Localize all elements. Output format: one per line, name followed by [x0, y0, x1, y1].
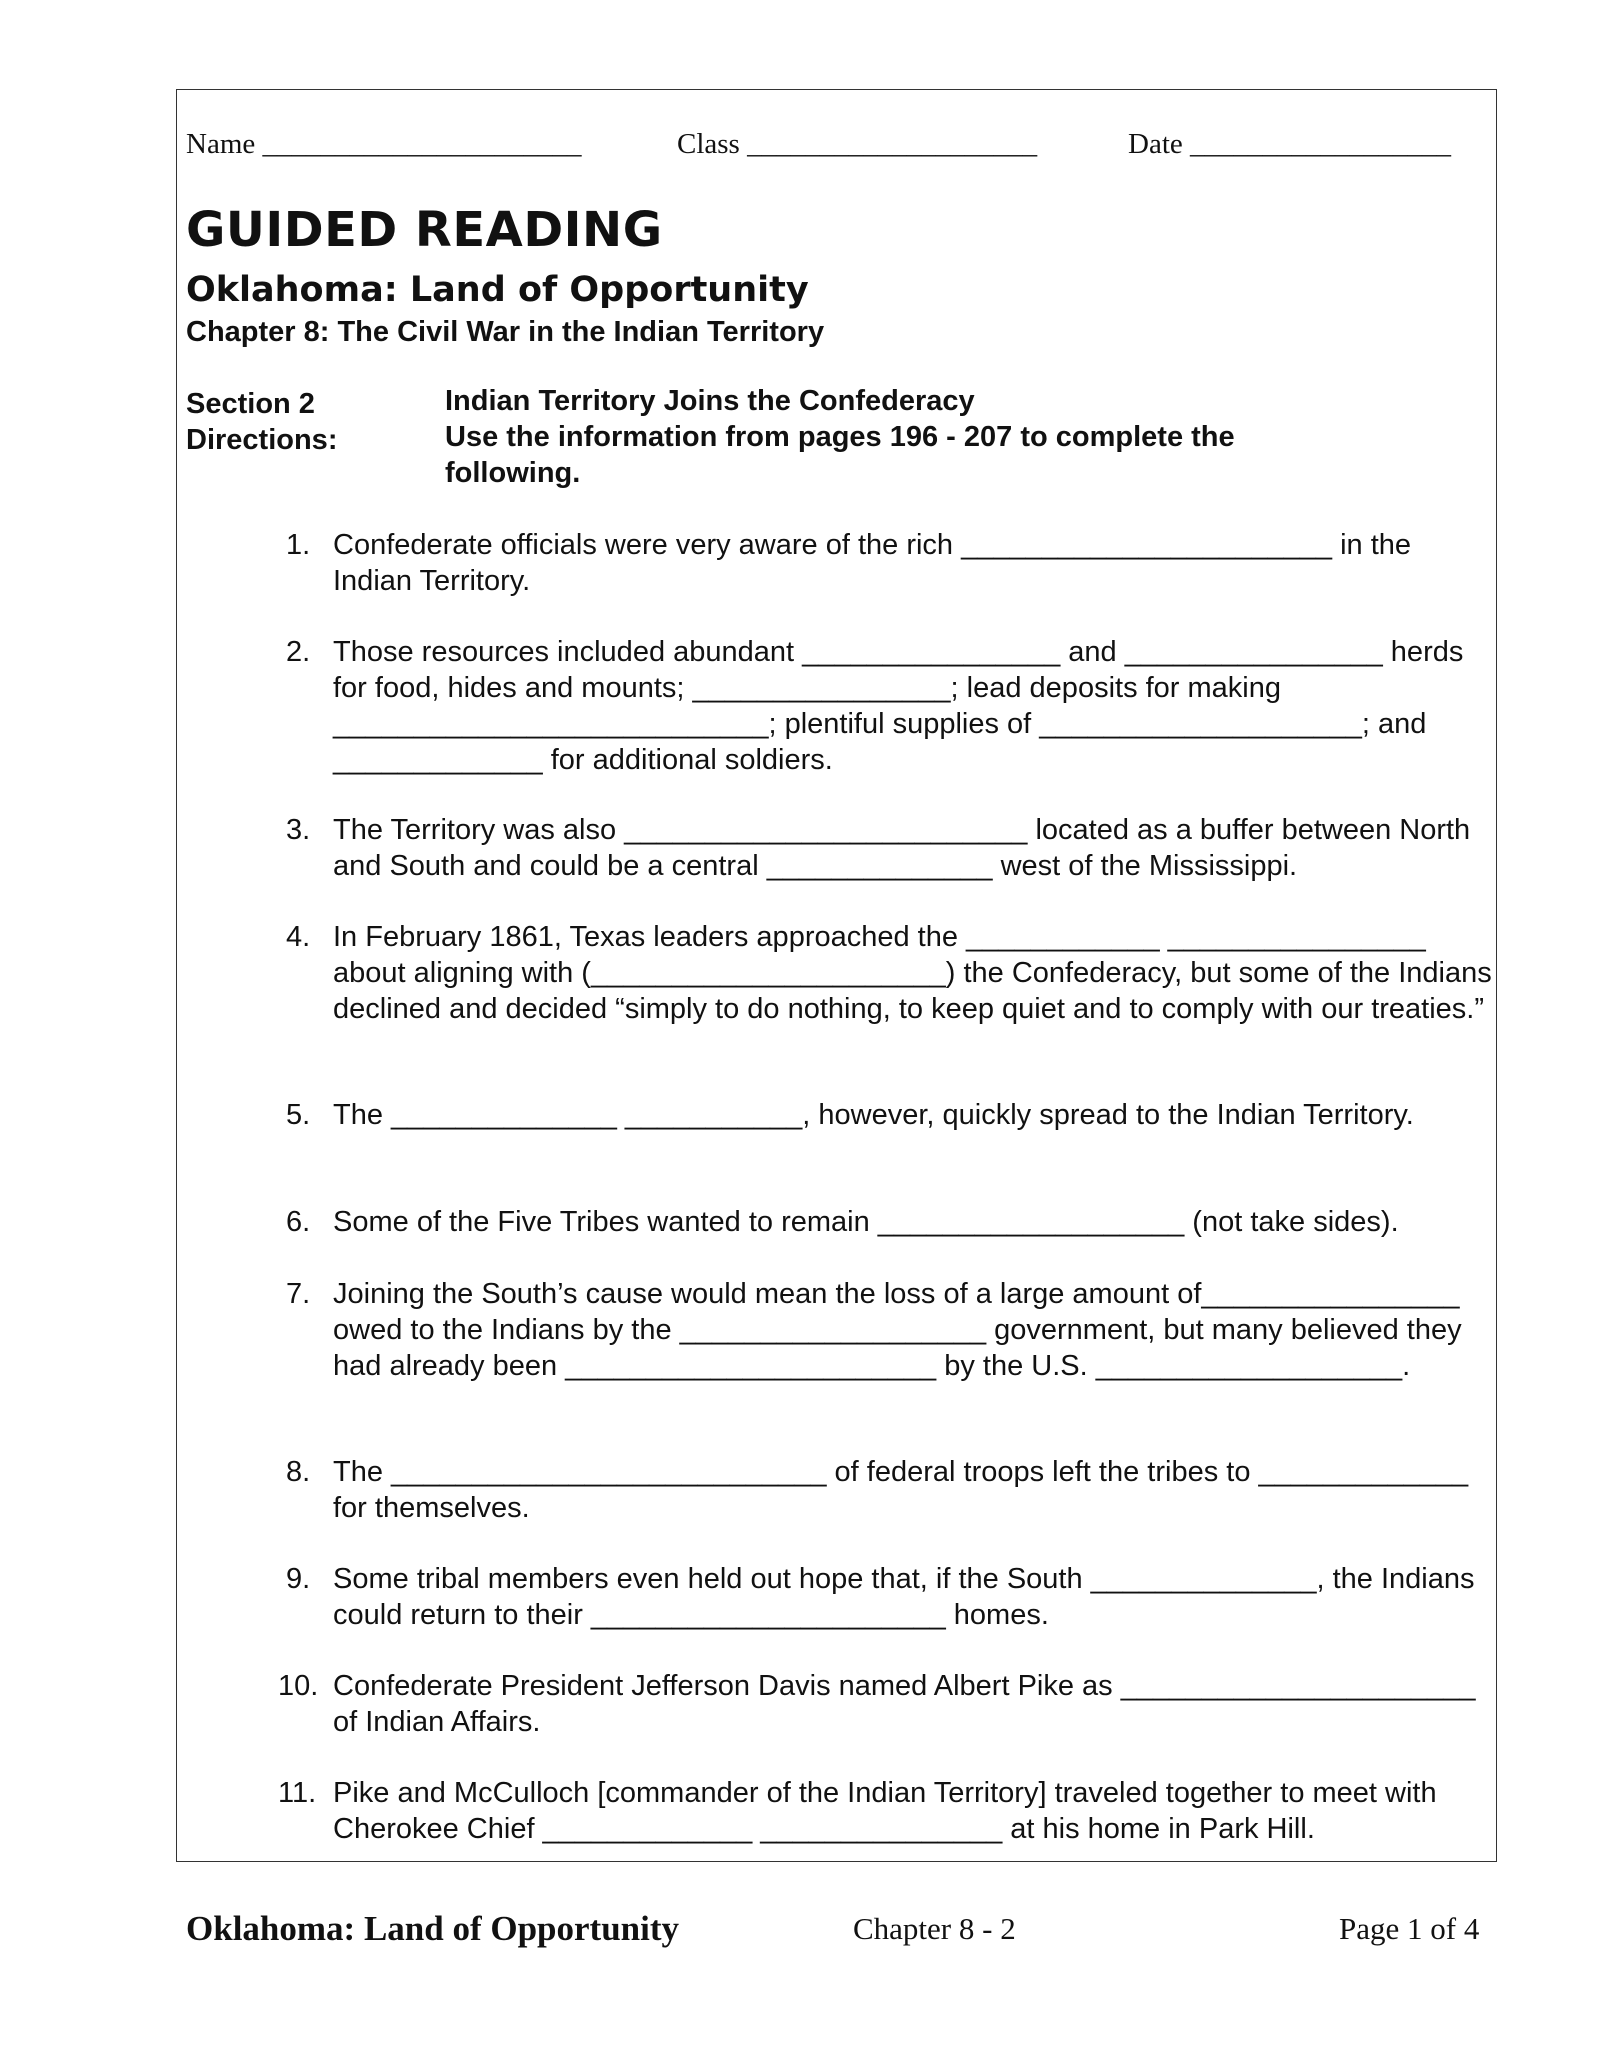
- directions-text: Use the information from pages 196 - 207 to complete the following.: [445, 421, 1235, 489]
- question-number: 11.: [278, 1777, 317, 1809]
- question-text: Some tribal members even held out hope that, if the South ______________, the Indians could return to their ______________________ homes.: [333, 1563, 1475, 1631]
- question-number: 7.: [286, 1278, 311, 1310]
- book-title: Oklahoma: Land of Opportunity: [186, 270, 809, 310]
- footer-page-number: Page 1 of 4: [1339, 1911, 1480, 1946]
- class-field: Class ____________________: [677, 128, 1038, 160]
- question-text: In February 1861, Texas leaders approached the ____________ ________________ about aligning with (______________________) the Confederacy, but some of the Indians declined and decided “simply to do nothing, to keep quiet and to comply with our treaties.”: [333, 921, 1492, 1025]
- directions-label: Directions:: [186, 424, 338, 456]
- question-number: 2.: [286, 636, 311, 668]
- question-number: 4.: [286, 921, 311, 953]
- footer-title: Oklahoma: Land of Opportunity: [186, 1909, 680, 1948]
- section-label: Section 2: [186, 388, 315, 420]
- question-number: 3.: [286, 814, 311, 846]
- question-text: Joining the South’s cause would mean the loss of a large amount of________________ owed to the Indians by the ___________________ government, but many believed they had already been _______________________ by the U.S. ___________________.: [333, 1278, 1462, 1382]
- question-text: The ___________________________ of federal troops left the tribes to _____________ for themselves.: [333, 1456, 1469, 1524]
- question-text: Those resources included abundant ________________ and ________________ herds for food, hides and mounts; ________________; lead deposits for making ___________________________; plentiful supplies of ____________________; and _____________ for additional soldiers.: [333, 636, 1464, 776]
- chapter-heading: Chapter 8: The Civil War in the Indian Territory: [186, 316, 825, 348]
- section-title: Indian Territory Joins the Confederacy: [445, 385, 975, 417]
- question-text: Pike and McCulloch [commander of the Indian Territory] traveled together to meet with Cherokee Chief _____________ _______________ at his home in Park Hill.: [333, 1777, 1437, 1845]
- page-title: GUIDED READING: [186, 202, 663, 258]
- question-text: The ______________ ___________, however, quickly spread to the Indian Territory.: [333, 1099, 1414, 1131]
- question-number: 10.: [278, 1670, 319, 1702]
- question-text: The Territory was also _________________________ located as a buffer between North and South and could be a central ______________ west of the Mississippi.: [333, 814, 1471, 882]
- question-text: Some of the Five Tribes wanted to remain ___________________ (not take sides).: [333, 1206, 1399, 1238]
- question-text: Confederate President Jefferson Davis named Albert Pike as ______________________ of Indian Affairs.: [333, 1670, 1476, 1738]
- date-field: Date __________________: [1128, 128, 1451, 160]
- name-field: Name ______________________: [186, 128, 582, 160]
- question-number: 6.: [286, 1206, 311, 1238]
- question-number: 5.: [286, 1099, 311, 1131]
- question-text: Confederate officials were very aware of the rich _______________________ in the Indian Territory.: [333, 529, 1412, 597]
- question-number: 1.: [286, 529, 311, 561]
- footer-chapter: Chapter 8 - 2: [853, 1911, 1016, 1946]
- question-number: 8.: [286, 1456, 311, 1488]
- question-number: 9.: [286, 1563, 311, 1595]
